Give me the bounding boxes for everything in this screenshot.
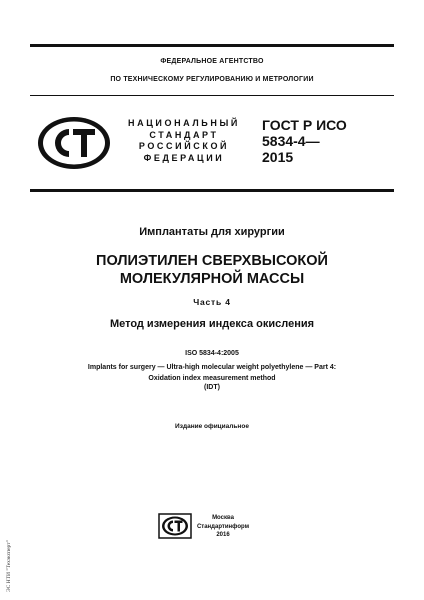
publisher-info xyxy=(195,514,251,540)
national-line: НАЦИОНАЛЬНЫЙ xyxy=(128,118,240,128)
national-line: СТАНДАРТ xyxy=(149,129,219,140)
english-line: Oxidation index measurement method xyxy=(148,375,276,382)
title-line: МОЛЕКУЛЯРНОЙ МАССЫ xyxy=(119,271,305,287)
document-subtitle: Имплантаты для хирургии xyxy=(139,226,285,238)
method-title: Метод измерения индекса окисления xyxy=(109,318,315,330)
agency-line-2: ПО ТЕХНИЧЕСКОМУ РЕГУЛИРОВАНИЮ И МЕТРОЛОГИИ xyxy=(110,76,314,83)
national-line: РОССИЙСКОЙ xyxy=(138,141,230,151)
designation-line: 2015 xyxy=(262,149,294,165)
standard-designation xyxy=(262,117,392,165)
national-standard-label xyxy=(122,118,246,164)
official-edition-label: Издание официальное xyxy=(175,423,249,430)
standartinform-logo-icon xyxy=(158,513,192,539)
publisher-year: 2016 xyxy=(216,532,230,538)
idt-label: (IDT) xyxy=(204,384,220,391)
publisher-city: Москва xyxy=(212,515,234,521)
bottom-rule xyxy=(30,189,394,192)
side-stamp: ЭС НТИ "Техэксперт" xyxy=(6,540,12,592)
designation-line: 5834-4— xyxy=(262,133,320,149)
agency-line-1: ФЕДЕРАЛЬНОЕ АГЕНТСТВО xyxy=(160,58,264,65)
gost-r-logo-icon xyxy=(36,115,112,171)
designation-line: ГОСТ Р ИСО xyxy=(262,117,347,133)
english-line: Implants for surgery — Ultra-high molecular weight polyethylene — Part 4: xyxy=(87,364,337,371)
english-title xyxy=(30,362,394,384)
part-label: Часть 4 xyxy=(193,297,231,307)
title-line: ПОЛИЭТИЛЕН СВЕРХВЫСОКОЙ xyxy=(96,253,328,269)
national-line: ФЕДЕРАЦИИ xyxy=(143,152,225,163)
iso-reference: ISO 5834-4:2005 xyxy=(185,350,239,357)
publisher-name: Стандартинформ xyxy=(196,523,250,530)
document-title xyxy=(30,252,394,288)
middle-rule xyxy=(30,95,394,96)
top-rule xyxy=(30,44,394,47)
